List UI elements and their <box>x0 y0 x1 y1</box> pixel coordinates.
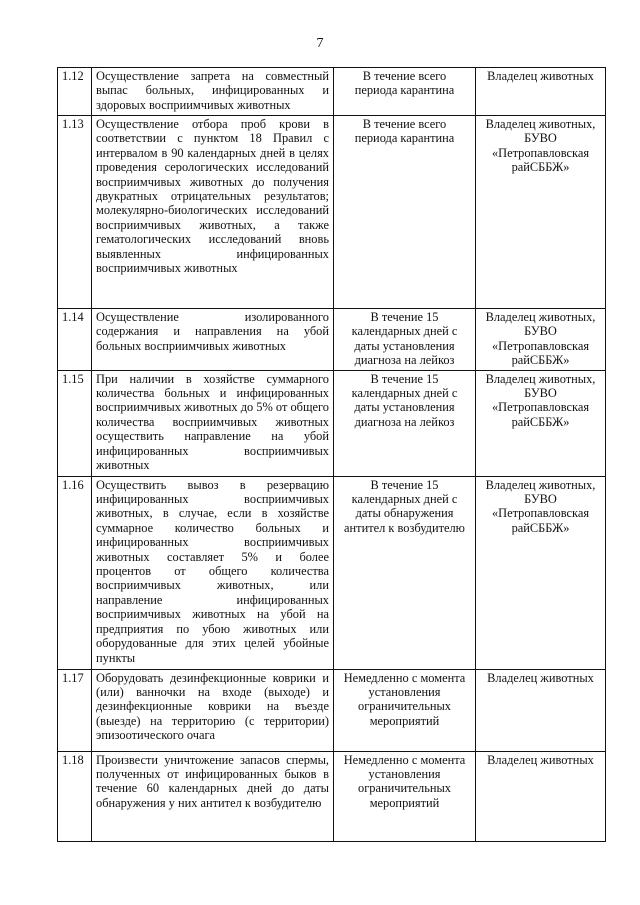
responsible-party-cell <box>476 370 606 476</box>
responsible-party: Владелец животных, БУВО «Петропавловская райСББЖ» <box>485 371 596 429</box>
responsible-party-cell <box>476 476 606 669</box>
row-number-cell <box>58 309 92 371</box>
deadline-text-cell <box>334 68 476 116</box>
deadline-text: Немедленно с момента установления ограничительных мероприятий <box>343 752 466 810</box>
measure-text: Осуществить вывоз в резервацию инфицированных восприимчивых животных, в случае, если в хозяйстве суммарное количество больных и инфицированных восприимчивых животных составляет 5% и более процентов от общего количества восприимчивых животных, или направление инфицированных восприимчивых животных на убой на предприятия по убою животных или оборудованные для этих целей убойные пункты <box>96 477 329 665</box>
table-row <box>58 476 606 669</box>
measures-table <box>57 67 606 842</box>
row-number: 1.15 <box>62 371 84 386</box>
table-row <box>58 370 606 476</box>
responsible-party: Владелец животных <box>487 69 594 83</box>
measure-text-cell <box>92 370 334 476</box>
responsible-party: Владелец животных, БУВО «Петропавловская райСББЖ» <box>485 310 596 368</box>
table-row <box>58 309 606 371</box>
table-row <box>58 116 606 309</box>
row-number-cell <box>58 751 92 841</box>
row-number-cell <box>58 476 92 669</box>
responsible-party: Владелец животных <box>487 670 594 685</box>
table-row <box>58 669 606 751</box>
deadline-text: В течение 15 календарных дней с даты установления диагноза на лейкоз <box>351 371 458 429</box>
measure-text: Осуществление отбора проб крови в соответствии с пунктом 18 Правил с интервалом в 90 календарных дней в целях проведения серологических исследований восприимчивых животных до получения двукратных отрицательных результатов; молекулярно-биологических исследований восприимчивых животных, а также гематологических исследований вновь выявленных инфицированных восприимчивых животных <box>96 117 329 276</box>
deadline-text-cell <box>334 116 476 309</box>
row-number-cell <box>58 669 92 751</box>
row-number: 1.13 <box>62 117 84 131</box>
measure-text-cell <box>92 68 334 116</box>
responsible-party: Владелец животных, БУВО «Петропавловская райСББЖ» <box>485 117 596 175</box>
responsible-party: Владелец животных <box>487 752 594 767</box>
row-number-cell <box>58 68 92 116</box>
measure-text-cell <box>92 751 334 841</box>
deadline-text: В течение 15 календарных дней с даты установления диагноза на лейкоз <box>351 310 458 368</box>
deadline-text: В течение всего периода карантина <box>354 69 455 98</box>
deadline-text-cell <box>334 309 476 371</box>
deadline-text-cell <box>334 370 476 476</box>
table-row <box>58 751 606 841</box>
deadline-text: Немедленно с момента установления ограничительных мероприятий <box>343 670 466 728</box>
responsible-party-cell <box>476 116 606 309</box>
table-row <box>58 68 606 116</box>
measure-text: Оборудовать дезинфекционные коврики и (или) ванночки на входе (выходе) и дезинфекционные коврики на въезде (выезде) на территорию (с территории) эпизоотического очага <box>96 670 329 743</box>
row-number: 1.16 <box>62 477 84 492</box>
measures-table-body <box>58 68 606 842</box>
deadline-text-cell <box>334 669 476 751</box>
responsible-party-cell <box>476 309 606 371</box>
page-number: 7 <box>316 36 324 51</box>
measure-text: Произвести уничтожение запасов спермы, полученных от инфицированных быков в течение 60 календарных дней до даты обнаружения у них антител к возбудителю <box>96 752 329 810</box>
row-number: 1.18 <box>62 752 84 767</box>
deadline-text: В течение всего периода карантина <box>354 117 455 146</box>
row-number-cell <box>58 370 92 476</box>
measure-text-cell <box>92 669 334 751</box>
measure-text-cell <box>92 476 334 669</box>
responsible-party: Владелец животных, БУВО «Петропавловская райСББЖ» <box>485 477 596 535</box>
responsible-party-cell <box>476 751 606 841</box>
row-number: 1.17 <box>62 670 84 685</box>
measure-text-cell <box>92 309 334 371</box>
deadline-text-cell <box>334 476 476 669</box>
measure-text: При наличии в хозяйстве суммарного количества больных и инфицированных восприимчивых животных до 5% от общего количества восприимчивых животных осуществить направление на убой инфицированных восприимчивых животных <box>96 371 329 473</box>
row-number: 1.14 <box>62 310 84 324</box>
row-number: 1.12 <box>62 69 84 83</box>
measure-text: Осуществление изолированного содержания и направления на убой больных восприимчивых животных <box>96 310 329 353</box>
responsible-party-cell <box>476 669 606 751</box>
deadline-text: В течение 15 календарных дней с даты обнаружения антител к возбудителю <box>344 477 465 535</box>
responsible-party-cell <box>476 68 606 116</box>
row-number-cell <box>58 116 92 309</box>
measure-text-cell <box>92 116 334 309</box>
measure-text: Осуществление запрета на совместный выпас больных, инфицированных и здоровых восприимчивых животных <box>96 69 329 112</box>
deadline-text-cell <box>334 751 476 841</box>
